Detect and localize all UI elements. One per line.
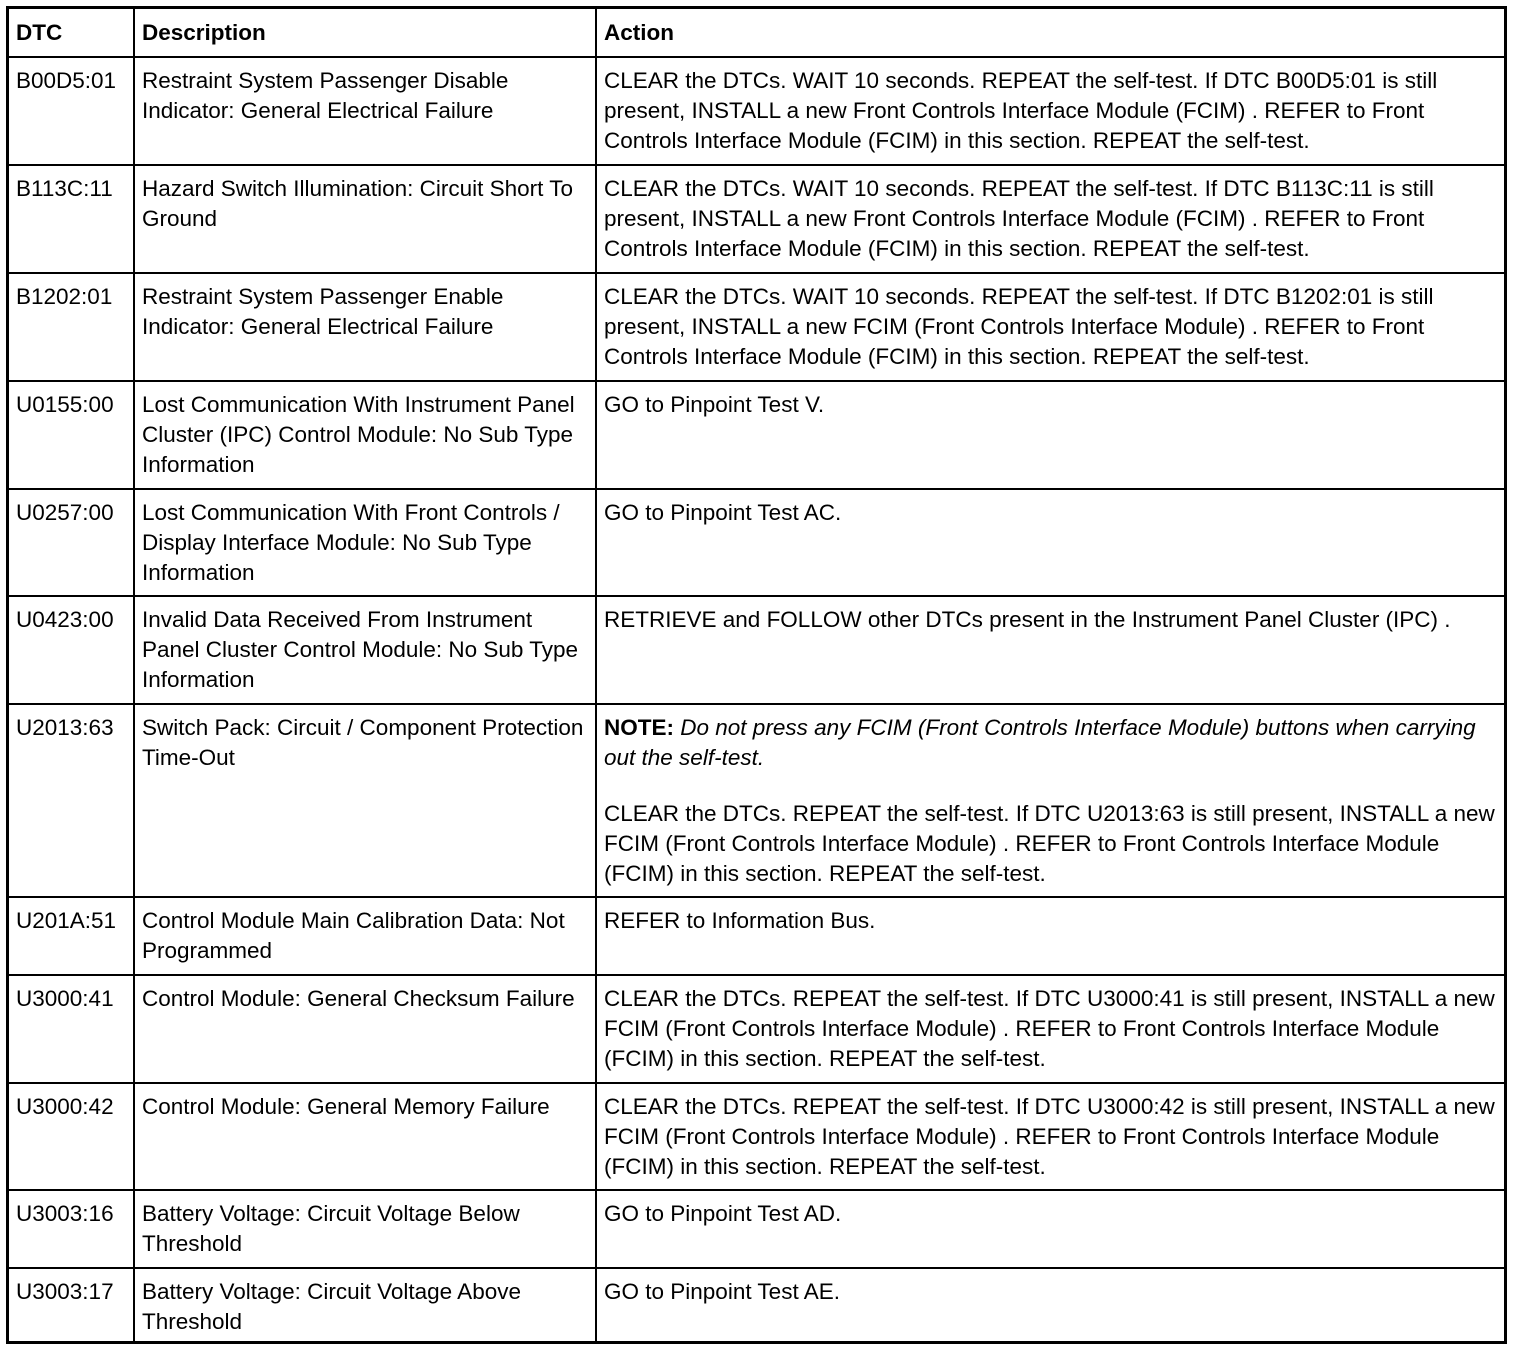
header-description: Description (135, 9, 597, 56)
dtc-description: Control Module: General Checksum Failure (135, 976, 597, 1082)
dtc-code: U3003:17 (9, 1269, 135, 1341)
dtc-code: U3003:16 (9, 1191, 135, 1267)
dtc-action: RETRIEVE and FOLLOW other DTCs present in the Instrument Panel Cluster (IPC) . (604, 607, 1451, 632)
note-text: Do not press any FCIM (Front Controls Interface Module) buttons when carrying out the self-test. (604, 715, 1476, 770)
dtc-code: U3000:41 (9, 976, 135, 1082)
dtc-action: CLEAR the DTCs. REPEAT the self-test. If DTC U3000:41 is still present, INSTALL a new FCIM (Front Controls Interface Module) . REFER to Front Controls Interface Module (FCIM) in this section. REPEAT the self-test. (604, 986, 1495, 1071)
dtc-code: B113C:11 (9, 166, 135, 272)
table-header-row (9, 9, 1504, 58)
dtc-table (6, 6, 1507, 1344)
table-row (9, 166, 1504, 274)
dtc-code: U3000:42 (9, 1084, 135, 1189)
dtc-code: U0155:00 (9, 382, 135, 488)
dtc-code: B1202:01 (9, 274, 135, 380)
table-row (9, 58, 1504, 166)
dtc-code: U0257:00 (9, 490, 135, 595)
dtc-code: U201A:51 (9, 898, 135, 974)
table-row (9, 382, 1504, 490)
dtc-description: Control Module Main Calibration Data: Not Programmed (135, 898, 597, 974)
dtc-code: B00D5:01 (9, 58, 135, 164)
table-row (9, 705, 1504, 898)
dtc-description: Invalid Data Received From Instrument Panel Cluster Control Module: No Sub Type Information (135, 597, 597, 703)
header-action: Action (604, 20, 674, 45)
dtc-description: Battery Voltage: Circuit Voltage Below Threshold (135, 1191, 597, 1267)
dtc-description: Switch Pack: Circuit / Component Protection Time-Out (135, 705, 597, 896)
dtc-action: CLEAR the DTCs. WAIT 10 seconds. REPEAT the self-test. If DTC B1202:01 is still present, INSTALL a new FCIM (Front Controls Interface Module) . REFER to Front Controls Interface Module (FCIM) in this section. REPEAT the self-test. (604, 284, 1434, 369)
dtc-action (597, 705, 1504, 896)
note-label: NOTE: (604, 715, 674, 740)
dtc-action: GO to Pinpoint Test AC. (604, 500, 842, 525)
table-row (9, 1191, 1504, 1269)
dtc-action: GO to Pinpoint Test V. (604, 392, 825, 417)
dtc-code: U0423:00 (9, 597, 135, 703)
dtc-action: CLEAR the DTCs. WAIT 10 seconds. REPEAT the self-test. If DTC B00D5:01 is still present, INSTALL a new Front Controls Interface Module (FCIM) . REFER to Front Controls Interface Module (FCIM) in this section. REPEAT the self-test. (604, 68, 1438, 153)
dtc-code: U2013:63 (9, 705, 135, 896)
table-row (9, 1269, 1504, 1341)
dtc-description: Hazard Switch Illumination: Circuit Short To Ground (135, 166, 597, 272)
table-row (9, 898, 1504, 976)
dtc-action: GO to Pinpoint Test AE. (604, 1279, 840, 1304)
table-row (9, 274, 1504, 382)
dtc-description: Battery Voltage: Circuit Voltage Above Threshold (135, 1269, 597, 1341)
dtc-action: GO to Pinpoint Test AD. (604, 1201, 842, 1226)
dtc-action: REFER to Information Bus. (604, 908, 876, 933)
dtc-description: Restraint System Passenger Disable Indicator: General Electrical Failure (135, 58, 597, 164)
table-row (9, 490, 1504, 597)
header-dtc: DTC (9, 9, 135, 56)
action-text: CLEAR the DTCs. REPEAT the self-test. If DTC U2013:63 is still present, INSTALL a new FCIM (Front Controls Interface Module) . REFER to Front Controls Interface Module (FCIM) in this section. REPEAT the self-test. (604, 801, 1495, 886)
dtc-description: Lost Communication With Instrument Panel Cluster (IPC) Control Module: No Sub Type Information (135, 382, 597, 488)
note (604, 713, 1496, 773)
table-row (9, 597, 1504, 705)
dtc-description: Restraint System Passenger Enable Indicator: General Electrical Failure (135, 274, 597, 380)
dtc-action: CLEAR the DTCs. WAIT 10 seconds. REPEAT the self-test. If DTC B113C:11 is still present, INSTALL a new Front Controls Interface Module (FCIM) . REFER to Front Controls Interface Module (FCIM) in this section. REPEAT the self-test. (604, 176, 1434, 261)
dtc-description: Control Module: General Memory Failure (135, 1084, 597, 1189)
dtc-description: Lost Communication With Front Controls / Display Interface Module: No Sub Type Information (135, 490, 597, 595)
table-row (9, 976, 1504, 1084)
table-row (9, 1084, 1504, 1191)
dtc-action: CLEAR the DTCs. REPEAT the self-test. If DTC U3000:42 is still present, INSTALL a new FCIM (Front Controls Interface Module) . REFER to Front Controls Interface Module (FCIM) in this section. REPEAT the self-test. (604, 1094, 1495, 1179)
